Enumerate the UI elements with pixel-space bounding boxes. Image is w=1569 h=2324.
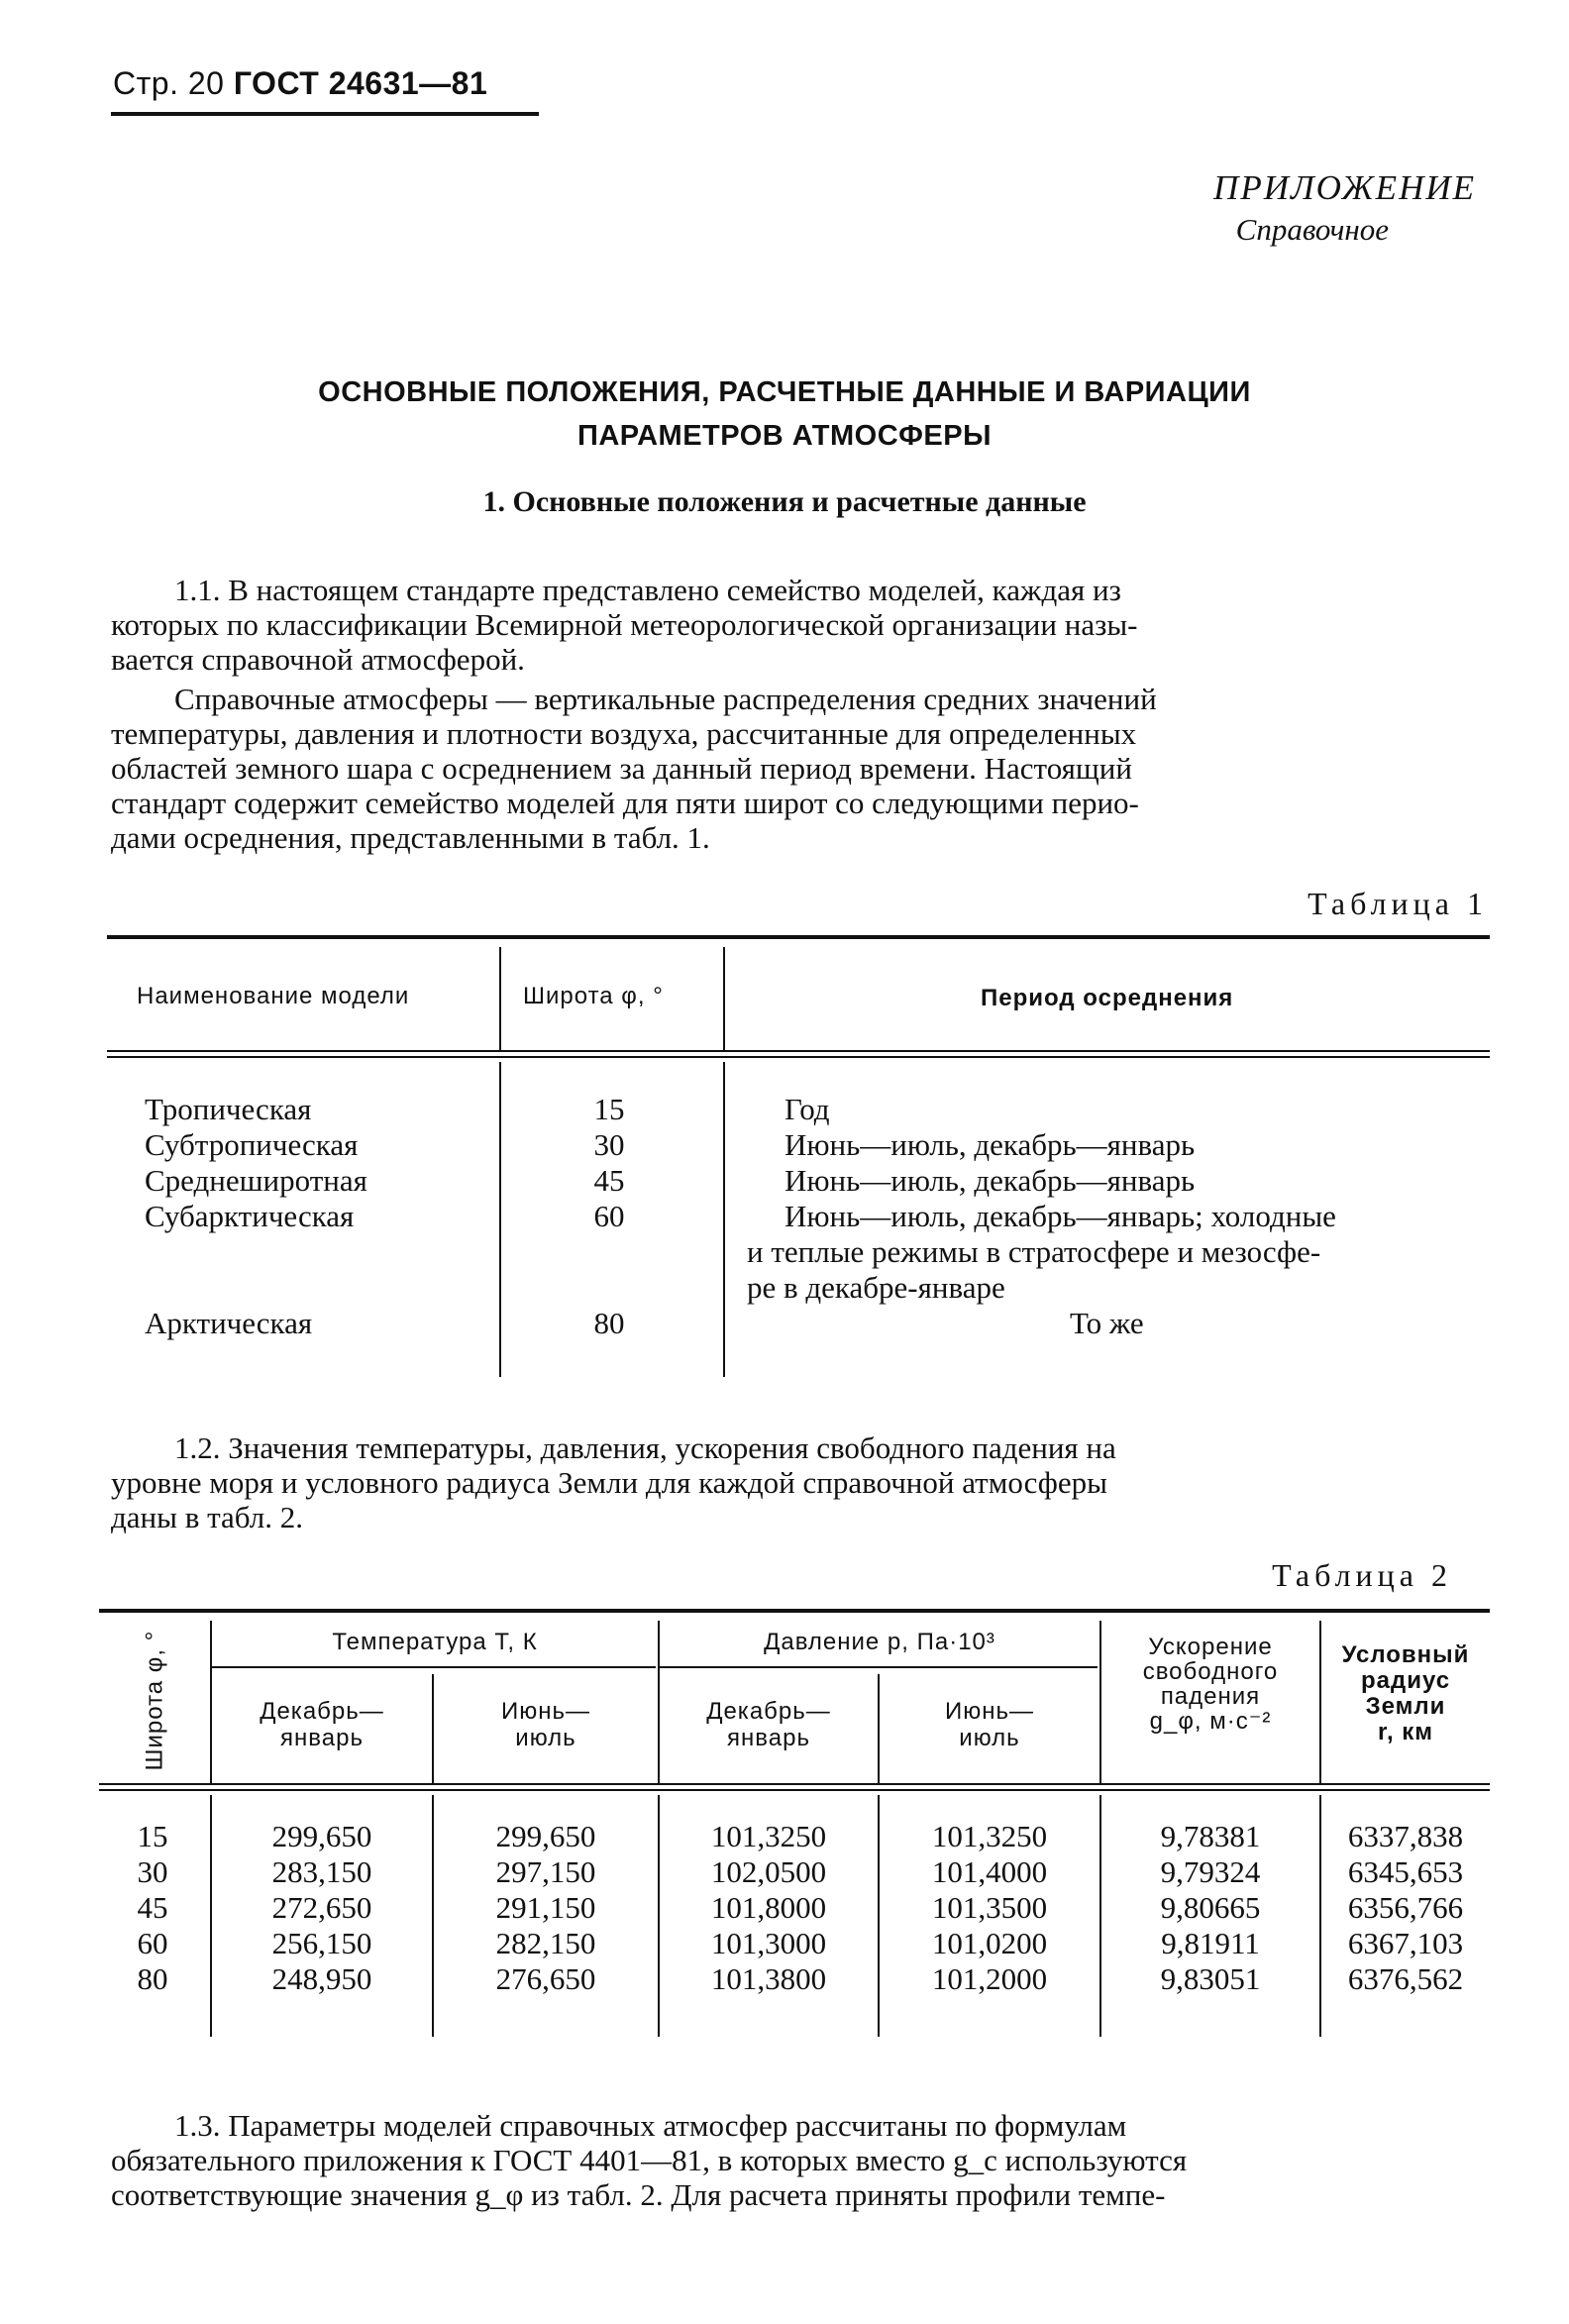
table-2-caption: Таблица 2 xyxy=(1272,1557,1452,1593)
column-header: Наименование модели xyxy=(137,983,410,1009)
text-line: стандарт содержит семейство моделей для пяти широт со следующими перио- xyxy=(111,786,1139,820)
main-title-line: ОСНОВНЫЕ ПОЛОЖЕНИЯ, РАСЧЕТНЫЕ ДАННЫЕ И ВАРИАЦИИ xyxy=(318,376,1251,408)
table-cell: 6345,653 xyxy=(1347,1854,1464,1889)
table-cell: 80 xyxy=(593,1306,625,1340)
table-cell: Год xyxy=(784,1092,830,1126)
table-cell: Арктическая xyxy=(145,1306,313,1340)
header-line: свободного xyxy=(1142,1658,1279,1685)
table-cell: 80 xyxy=(137,1961,168,1996)
header-line: r, км xyxy=(1377,1719,1434,1745)
header-line: Июнь— xyxy=(500,1698,590,1725)
header-line: июль xyxy=(959,1725,1020,1751)
column-header: Температура T, К xyxy=(332,1629,538,1655)
text-line: соответствующие значения g_φ из табл. 2. Для расчета приняты профили темпе- xyxy=(111,2177,1166,2212)
column-header xyxy=(660,1698,878,1751)
table-cell: 9,79324 xyxy=(1160,1854,1261,1889)
text-line: уровне моря и условного радиуса Земли для каждой справочной атмосферы xyxy=(111,1465,1107,1500)
text-line: 1.2. Значения температуры, давления, ускорения свободного падения на xyxy=(174,1430,1116,1465)
text-line: 1.3. Параметры моделей справочных атмосфер рассчитаны по формулам xyxy=(174,2108,1127,2143)
table-cell: 101,0200 xyxy=(931,1926,1048,1960)
column-header xyxy=(1321,1642,1490,1745)
table-rule xyxy=(212,1666,656,1668)
text-line: даны в табл. 2. xyxy=(111,1500,303,1534)
table-cell: 9,81911 xyxy=(1161,1926,1260,1960)
column-gravity xyxy=(1101,1819,1319,1997)
table-cell: 101,3500 xyxy=(931,1890,1048,1925)
table-rule xyxy=(99,1783,1490,1785)
table-cell: Июнь—июль, декабрь—январь xyxy=(784,1163,1196,1198)
table-cell: 6376,562 xyxy=(1347,1961,1464,1996)
column-radius xyxy=(1321,1819,1490,1997)
table-cell: 9,78381 xyxy=(1160,1819,1261,1853)
text-line: дами осреднения, представленными в табл. 1. xyxy=(111,820,710,855)
section-title: 1. Основные положения и расчетные данные xyxy=(482,485,1087,518)
text-line: обязательного приложения к ГОСТ 4401—81, в которых вместо g_c используются xyxy=(111,2143,1188,2177)
table-cell: Июнь—июль, декабрь—январь xyxy=(784,1127,1196,1162)
column-press-dec xyxy=(660,1819,878,1997)
header-line: Декабрь— xyxy=(260,1698,384,1725)
column-header xyxy=(880,1698,1099,1751)
column-header xyxy=(434,1698,658,1751)
table-cell: Среднеширотная xyxy=(145,1163,367,1198)
table-cell: 101,3250 xyxy=(710,1819,827,1853)
appendix-type: Справочное xyxy=(1235,212,1389,247)
table-cell: Июнь—июль, декабрь—январь; холодные xyxy=(784,1199,1336,1233)
text-line: Справочные атмосферы — вертикальные распределения средних значений xyxy=(174,682,1157,716)
text-line: 1.1. В настоящем стандарте представлено семейство моделей, каждая из xyxy=(174,573,1121,607)
table-cell: 248,950 xyxy=(271,1961,372,1996)
table-cell: Субарктическая xyxy=(145,1199,355,1233)
table-cell: 101,3000 xyxy=(710,1926,827,1960)
table-cell: 6367,103 xyxy=(1347,1926,1464,1960)
header-line: Ускорение xyxy=(1148,1634,1273,1660)
table-rule xyxy=(660,1666,1098,1668)
table-cell: 101,4000 xyxy=(931,1854,1048,1889)
header-line: Условный xyxy=(1341,1641,1470,1668)
column-header: Период осреднения xyxy=(981,985,1234,1011)
header-line: g_φ, м·с⁻² xyxy=(1149,1708,1272,1735)
table-cell: 299,650 xyxy=(271,1819,372,1853)
text-line: температуры, давления и плотности воздуха, рассчитанные для определенных xyxy=(111,716,1137,751)
table-cell: То же xyxy=(1070,1306,1144,1340)
header-line: июль xyxy=(515,1725,576,1751)
header-line: падения xyxy=(1160,1683,1261,1710)
table-cell: 101,8000 xyxy=(710,1890,827,1925)
table-cell: 45 xyxy=(593,1163,625,1198)
table-cell: ре в декабре-январе xyxy=(747,1270,1005,1305)
column-temp-jun xyxy=(434,1819,658,1997)
table-cell: 101,2000 xyxy=(931,1961,1048,1996)
table-cell: 272,650 xyxy=(271,1890,372,1925)
table-rule xyxy=(99,1789,1490,1791)
column-header: Широта φ, ° xyxy=(141,1630,168,1771)
appendix-title: ПРИЛОЖЕНИЕ xyxy=(1213,168,1476,207)
table-rule xyxy=(99,1609,1490,1613)
table-cell: 9,80665 xyxy=(1160,1890,1261,1925)
text-line: областей земного шара с осреднением за данный период времени. Настоящий xyxy=(111,751,1132,786)
table-1-caption: Таблица 1 xyxy=(1308,886,1488,921)
table-cell: 30 xyxy=(593,1127,625,1162)
table-cell: 297,150 xyxy=(495,1854,596,1889)
table-cell: 101,3250 xyxy=(931,1819,1048,1853)
table-cell: 45 xyxy=(137,1890,168,1925)
table-cell: 9,83051 xyxy=(1160,1961,1261,1996)
column-latitude xyxy=(103,1819,202,1997)
header-line: Декабрь— xyxy=(706,1698,831,1725)
table-cell: 6356,766 xyxy=(1347,1890,1464,1925)
column-header xyxy=(1101,1635,1319,1734)
column-header: Давление p, Па·10³ xyxy=(764,1629,995,1655)
text-line: которых по классификации Всемирной метеорологической организации назы- xyxy=(111,607,1138,642)
page-number: Стр. 20 xyxy=(113,65,225,101)
table-cell: Субтропическая xyxy=(145,1127,359,1162)
table-cell: 102,0500 xyxy=(710,1854,827,1889)
column-press-jun xyxy=(880,1819,1099,1997)
table-cell: 299,650 xyxy=(495,1819,596,1853)
main-title-line: ПАРАМЕТРОВ АТМОСФЕРЫ xyxy=(577,420,992,452)
paragraph-1-3 xyxy=(111,2108,1490,2212)
table-cell: 276,650 xyxy=(495,1961,596,1996)
standard-number: ГОСТ 24631—81 xyxy=(233,65,488,101)
table-cell: и теплые режимы в стратосфере и мезосфе- xyxy=(747,1234,1321,1269)
table-cell: Тропическая xyxy=(145,1092,312,1126)
table-cell: 15 xyxy=(137,1819,168,1853)
header-line: январь xyxy=(280,1725,364,1751)
column-temp-dec xyxy=(212,1819,432,1997)
table-cell: 60 xyxy=(593,1199,625,1233)
table-cell: 15 xyxy=(593,1092,625,1126)
column-header xyxy=(212,1698,432,1751)
table-cell: 6337,838 xyxy=(1347,1819,1464,1853)
header-line: Июнь— xyxy=(944,1698,1034,1725)
table-cell: 283,150 xyxy=(271,1854,372,1889)
table-cell: 60 xyxy=(137,1926,168,1960)
table-cell: 30 xyxy=(137,1854,168,1889)
table-cell: 256,150 xyxy=(271,1926,372,1960)
header-line: радиус xyxy=(1360,1667,1451,1694)
table-cell: 291,150 xyxy=(495,1890,596,1925)
table-cell: 101,3800 xyxy=(710,1961,827,1996)
text-line: вается справочной атмосферой. xyxy=(111,642,525,677)
header-line: январь xyxy=(727,1725,810,1751)
header-line: Земли xyxy=(1365,1693,1446,1720)
column-header: Широта φ, ° xyxy=(523,983,664,1009)
table-cell: 282,150 xyxy=(495,1926,596,1960)
